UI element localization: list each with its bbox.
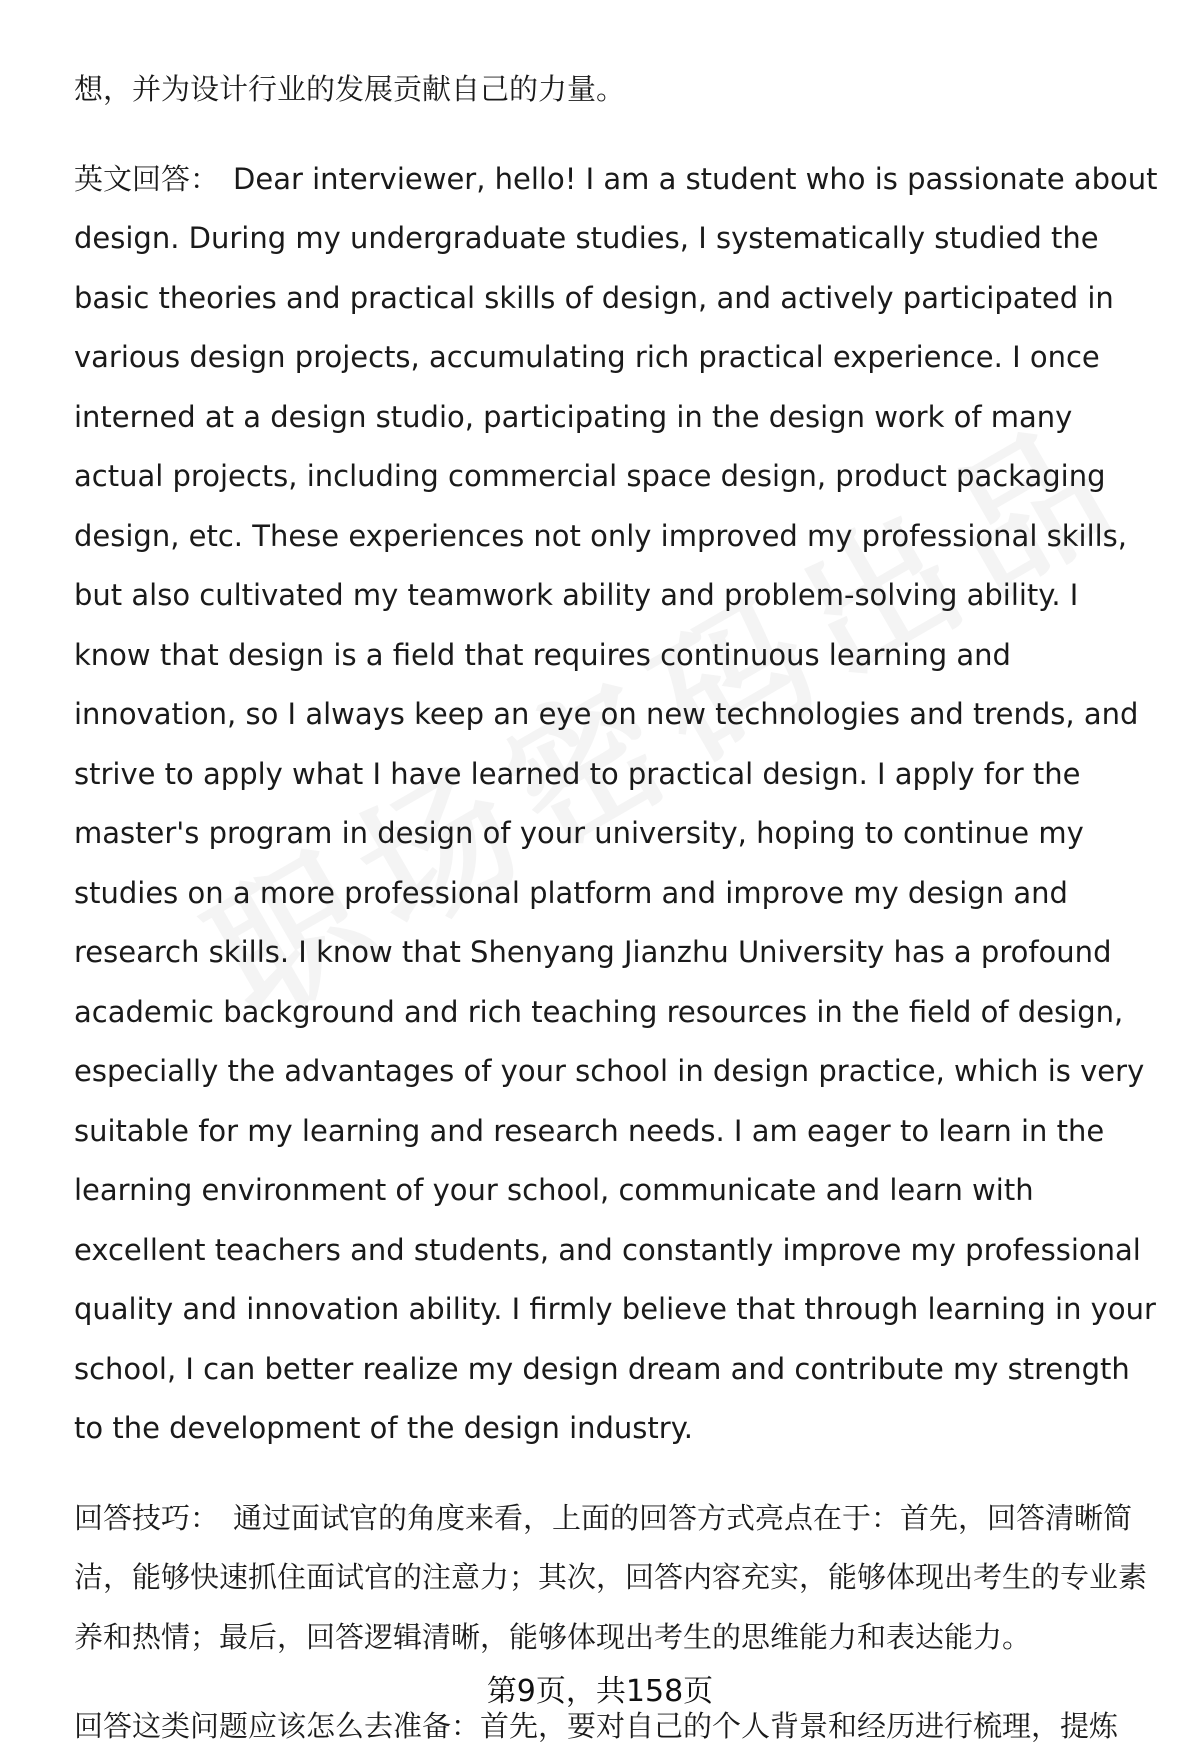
paragraph-text: 想，并为设计行业的发展贡献自己的力量。	[74, 72, 626, 106]
paragraph-text: 首先，要对自己的个人背景和经历进行梳理，提炼	[480, 1709, 1119, 1743]
document-body	[74, 60, 1160, 1757]
paragraph-label: 回答这类问题应该怎么去准备：	[74, 1709, 481, 1743]
paragraph-answer-tips	[74, 1489, 1160, 1668]
paragraph-continuation	[74, 60, 1160, 120]
paragraph-text: Dear interviewer, hello! I am a student who is passionate about design. During my undergraduate studies, I systematically studied the basic theories and practical skills of design, and actively participated in various design projects, accumulating rich practical experience. I once interned at a design studio, participating in the design work of many actual projects, including commercial space design, product packaging design, etc. These experiences not only improved my professional skills, but also cultivated my teamwork ability and problem-solving ability. I know that design is a field that requires continuous learning and innovation, so I always keep an eye on new technologies and trends, and strive to apply what I have learned to practical design. I apply for the master's program in design of your university, hoping to continue my studies on a more professional platform and improve my design and research skills. I know that Shenyang Jianzhu University has a profound academic background and rich teaching resources in the field of design, especially the advantages of your school in design practice, which is very suitable for my learning and research needs. I am eager to learn in the learning environment of your school, communicate and learn with excellent teachers and students, and constantly improve my professional quality and innovation ability. I firmly believe that through learning in your school, I can better realize my design dream and contribute my strength to the development of the design industry.	[74, 161, 1158, 1445]
paragraph-text: 通过面试官的角度来看，上面的回答方式亮点在于：首先，回答清晰简洁，能够快速抓住面试官的注意力；其次，回答内容充实，能够体现出考生的专业素养和热情；最后，回答逻辑清晰，能够体现出考生的思维能力和表达能力。	[74, 1500, 1148, 1654]
page-indicator: 第9页，共158页	[486, 1674, 714, 1709]
paragraph-label: 英文回答：	[74, 161, 220, 196]
paragraph-gap	[74, 1459, 1160, 1489]
paragraph-label: 回答技巧：	[74, 1500, 220, 1535]
paragraph-gap	[74, 120, 1160, 150]
paragraph-english-answer	[74, 150, 1160, 1459]
